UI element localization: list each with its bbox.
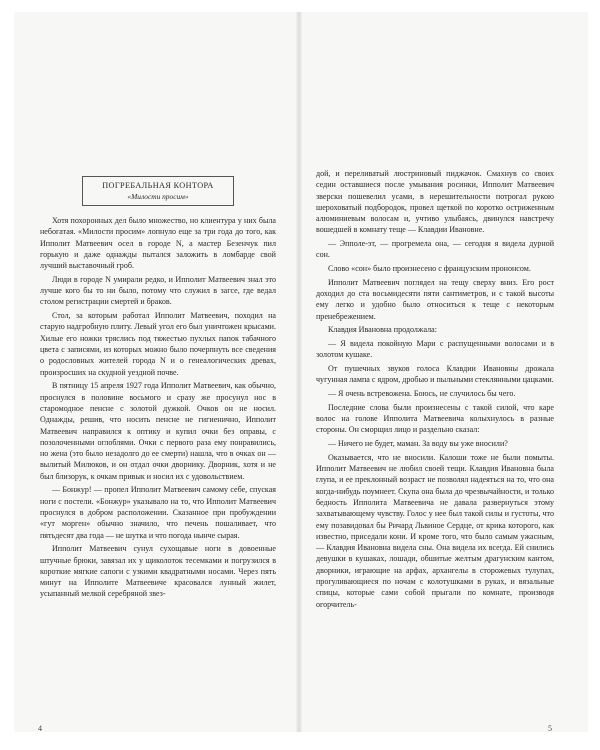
paragraph: В пятницу 15 апреля 1927 года Ипполит Матвеевич, как обычно, проснулся в половине восьмого и сразу же просунул нос в старомодное пенсне с золотой дужкой. Очков он не носил. Однажды, решив, что носить пенсне не гигиенично, Ипполит Матвеевич направился к оптику и купил очки без оправы, с позолоченными оглоблями. Очки с первого раза ему понравились, но жена (это было незадолго до ее смерти) нашла, что в очках он — вылитый Милюков, и он отдал очки дворнику. Дворник, хотя и не был близорук, к очкам привык и носил их с удовольствием. [40, 381, 276, 481]
paragraph: Хотя похоронных дел было множество, но клиентура у них была небогатая. «Милости просим» лопнуло еще за три года до того, как Ипполит Матвеевич осел в городе N, а мастер Безенчук пил горькую и даже однажды пытался заложить в ломбарде свой лучший выставочный гроб. [40, 216, 276, 271]
chapter-title: ПОГРЕБАЛЬНАЯ КОНТОРА [102, 181, 214, 190]
paragraph: Люди в городе N умирали редко, и Ипполит Матвеевич знал это лучше кого бы то ни было, потому что служил в загсе, где ведал столом регистрации смертей и браков. [40, 274, 276, 307]
paragraph: От пушечных звуков голоса Клавдии Ивановны дрожала чугунная лампа с ядром, дробью и пыльными стеклянными цацками. [316, 364, 554, 385]
paragraph: Ипполит Матвеевич поглядел на тещу сверху вниз. Его рост доходил до ста восьмидесяти пяти сантиметров, и с такой высоты ему легко и удобно было относиться к теще с некоторым пренебрежением. [316, 277, 554, 321]
paragraph: — Бонжур! — пропел Ипполит Матвеевич самому себе, спуская ноги с постели. «Бонжур» указывало на то, что Ипполит Матвеевич проснулся в добром расположении. Сказанное при пробуждении «гут морген» обычно значило, что печень пошаливает, что пятьдесят два года — не шутка и что погода нынче сырая. [40, 485, 276, 540]
chapter-header-box [82, 176, 234, 206]
paragraph: Оказывается, что не вносили. Калоши тоже не были помыты. Ипполит Матвеевич не любил своей тещи. Клавдия Ивановна была глупа, и ее преклонный возраст не позволял надеяться на то, что она когда-нибудь поумнеет. Скупа она была до чрезвычайности, и только бедность Ипполита Матвеевича не давала развернуться этому захватывающему чувству. Голос у нее был такой силы и густоты, что ему позавидовал бы Ричард Львиное Сердце, от крика которого, как известно, приседали кони. И кроме того, что было самым ужасным, — Клавдия Ивановна видела сны. Она видела их всегда. Ей снились девушки в кушаках, лошади, обшитые желтым драгунским кантом, дворники, играющие на арфах, архангелы в сторожевых тулупах, прогуливающиеся по ночам с колотушками в руках, и вязальные спицы, которые сами собой прыгали по комнате, производя огорчитель- [316, 452, 554, 609]
paragraph: — Я видела покойную Мари с распущенными волосами и в золотом кушаке. [316, 339, 554, 360]
book-gutter [296, 12, 302, 732]
paragraph: дой, и переливатый люстриновый пиджачок. Смахнув со своих седин оставшиеся после умывания росинки, Ипполит Матвеевич зверски пошевелил усами, в нерешительности потрогал рукою шероховатый подбородок, провел щеткой по коротко остриженным алюминиевым волосам и, учтиво улыбаясь, двинулся навстречу вошедшей в комнату теще — Клавдии Ивановне. [316, 169, 554, 235]
paragraph: — Ничего не будет, маман. За воду вы уже вносили? [328, 439, 508, 449]
paragraph: Клавдия Ивановна продолжала: [328, 325, 437, 335]
paragraph: — Я очень встревожена. Боюсь, не случилось бы чего. [328, 389, 516, 399]
right-page [316, 168, 554, 612]
paragraph: — Эпполе-эт, — прогремела она, — сегодня я видела дурной сон. [316, 239, 554, 260]
right-page-number: 5 [548, 724, 552, 733]
chapter-subtitle: «Милости просим» [127, 192, 189, 201]
paragraph: Стол, за которым работал Ипполит Матвеевич, походил на старую надгробную плиту. Левый угол его был уничтожен крысами. Хилые его ножки тряслись под тяжестью пухлых папок табачного цвета с записями, из которых можно было почерпнуть все сведения о родословных жителей города N и о генеалогических древах, произросших на скудной уездной почве. [40, 311, 276, 377]
left-page [40, 176, 276, 602]
left-page-number: 4 [38, 724, 42, 733]
paragraph: Ипполит Матвеевич сунул сухощавые ноги в довоенные штучные брюки, завязал их у щиколоток тесемками и погрузился в короткие мягкие сапоги с узкими квадратными носами. Через пять минут на Ипполите Матвеевиче красовался лунный жилет, усыпанный мелкой серебряной звез- [40, 544, 276, 599]
paragraph: Последние слова были произнесены с такой силой, что каре волос на голове Ипполита Матвеевича колыхнулось в разные стороны. Он сморщил лицо и раздельно сказал: [316, 402, 554, 435]
paragraph: Слово «сон» было произнесено с французским прононсом. [328, 264, 531, 274]
